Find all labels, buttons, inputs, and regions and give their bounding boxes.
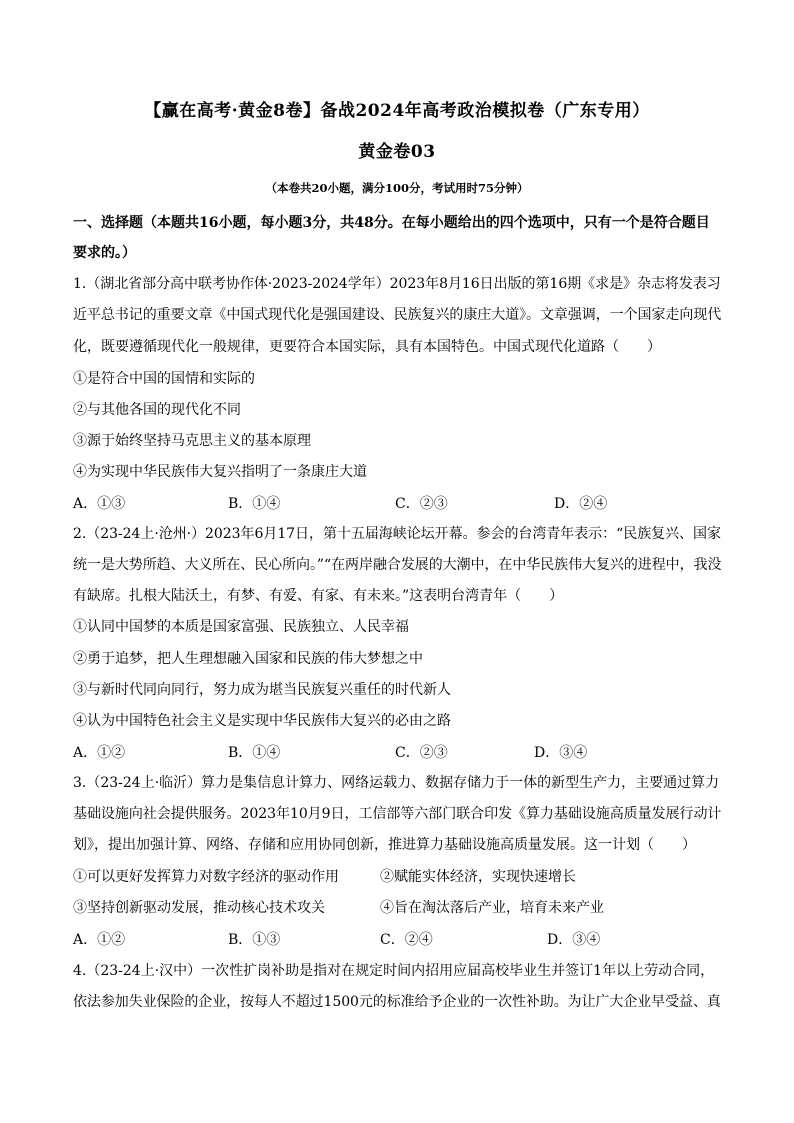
q1-item-3: ③源于始终坚持马克思主义的基本原理 — [73, 433, 311, 449]
q3-stem-line-1: 3.（23-24上·临沂）算力是集信息计算力、网络运载力、数据存储力于一体的新型生产力，主要通过算力 — [73, 775, 720, 791]
q3-item-4: ④旨在淘汰落后产业，培育未来产业 — [380, 900, 604, 916]
q2-options — [73, 742, 721, 762]
q1-item-4: ④为实现中华民族伟大复兴指明了一条康庄大道 — [73, 464, 367, 480]
q1-option-d[interactable]: D．②④ — [554, 496, 608, 512]
paper-subtitle: 黄金卷03 — [358, 142, 436, 162]
q3-item-1: ①可以更好发挥算力对数字经济的驱动作用 — [73, 869, 339, 885]
q1-option-a[interactable]: A．①③ — [73, 496, 126, 512]
q2-stem-line-2: 统一是大势所趋、大义所在、民心所向。”“在两岸融合发展的大潮中，在中华民族伟大复兴的进程中，我没 — [73, 557, 722, 573]
q4-stem-line-1: 4.（23-24上·汉中）一次性扩岗补助是指对在规定时间内招用应届高校毕业生并签订1年以上劳动合同， — [73, 963, 715, 979]
q2-option-a[interactable]: A．①② — [73, 745, 126, 761]
section-heading-line-2: 要求的。） — [73, 245, 136, 261]
q2-item-4: ④认为中国特色社会主义是实现中华民族伟大复兴的必由之路 — [73, 713, 451, 729]
q2-option-d[interactable]: D．③④ — [534, 745, 588, 761]
paper-note: （本卷共20小题，满分100分，考试用时75分钟） — [265, 181, 529, 195]
q4-stem-line-2: 依法参加失业保险的企业，按每人不超过1500元的标准给予企业的一次性补助。为让广大企业早受益、真 — [73, 994, 721, 1010]
q2-stem-line-3: 有缺席。扎根大陆沃土，有梦、有爱、有家、有未来。”这表明台湾青年（ ） — [73, 588, 564, 604]
q2-item-2: ②勇于追梦，把人生理想融入国家和民族的伟大梦想之中 — [73, 651, 423, 667]
q3-options — [73, 929, 721, 949]
q3-stem-line-3: 划》，提出加强计算、网络、存储和应用协同创新，推进算力基础设施高质量发展。这一计划（ ） — [73, 837, 696, 853]
q1-item-2: ②与其他各国的现代化不同 — [73, 402, 241, 418]
q2-item-3: ③与新时代同向同行，努力成为堪当民族复兴重任的时代新人 — [73, 682, 451, 698]
q3-item-3: ③坚持创新驱动发展，推动核心技术攻关 — [73, 900, 325, 916]
q1-option-b[interactable]: B．①④ — [228, 496, 281, 512]
q3-option-b[interactable]: B．①③ — [228, 932, 281, 948]
q3-item-2: ②赋能实体经济，实现快速增长 — [380, 869, 576, 885]
q3-option-c[interactable]: C．②④ — [380, 932, 433, 948]
q1-options — [73, 493, 721, 513]
q3-option-d[interactable]: D．③④ — [547, 932, 601, 948]
q1-stem-line-1: 1.（湖北省部分高中联考协作体·2023-2024学年）2023年8月16日出版的第16期《求是》杂志将发表习 — [73, 276, 721, 292]
q1-stem-line-3: 化，既要遵循现代化一般规律，更要符合本国实际，具有本国特色。中国式现代化道路（ ） — [73, 339, 661, 355]
q2-item-1: ①认同中国梦的本质是国家富强、民族独立、人民幸福 — [73, 619, 409, 635]
q3-option-a[interactable]: A．①② — [73, 932, 126, 948]
paper-title: 【赢在高考·黄金8卷】备战2024年高考政治模拟卷（广东专用） — [144, 101, 650, 121]
q3-stem-line-2: 基础设施向社会提供服务。2023年10月9日，工信部等六部门联合印发《算力基础设施高质量发展行动计 — [73, 806, 722, 822]
q2-option-b[interactable]: B．①④ — [228, 745, 281, 761]
q1-option-c[interactable]: C．②③ — [395, 496, 448, 512]
q2-stem-line-1: 2.（23-24上·沧州·）2023年6月17日，第十五届海峡论坛开幕。参会的台湾青年表示：“民族复兴、国家 — [73, 526, 721, 542]
q1-stem-line-2: 近平总书记的重要文章《中国式现代化是强国建设、民族复兴的康庄大道》。文章强调，一个国家走向现代 — [73, 307, 722, 323]
q1-item-1: ①是符合中国的国情和实际的 — [73, 371, 255, 387]
q2-option-c[interactable]: C．②③ — [395, 745, 448, 761]
section-heading-line-1: 一、选择题（本题共16小题，每小题3分，共48分。在每小题给出的四个选项中，只有一个是符合题目 — [73, 215, 710, 231]
